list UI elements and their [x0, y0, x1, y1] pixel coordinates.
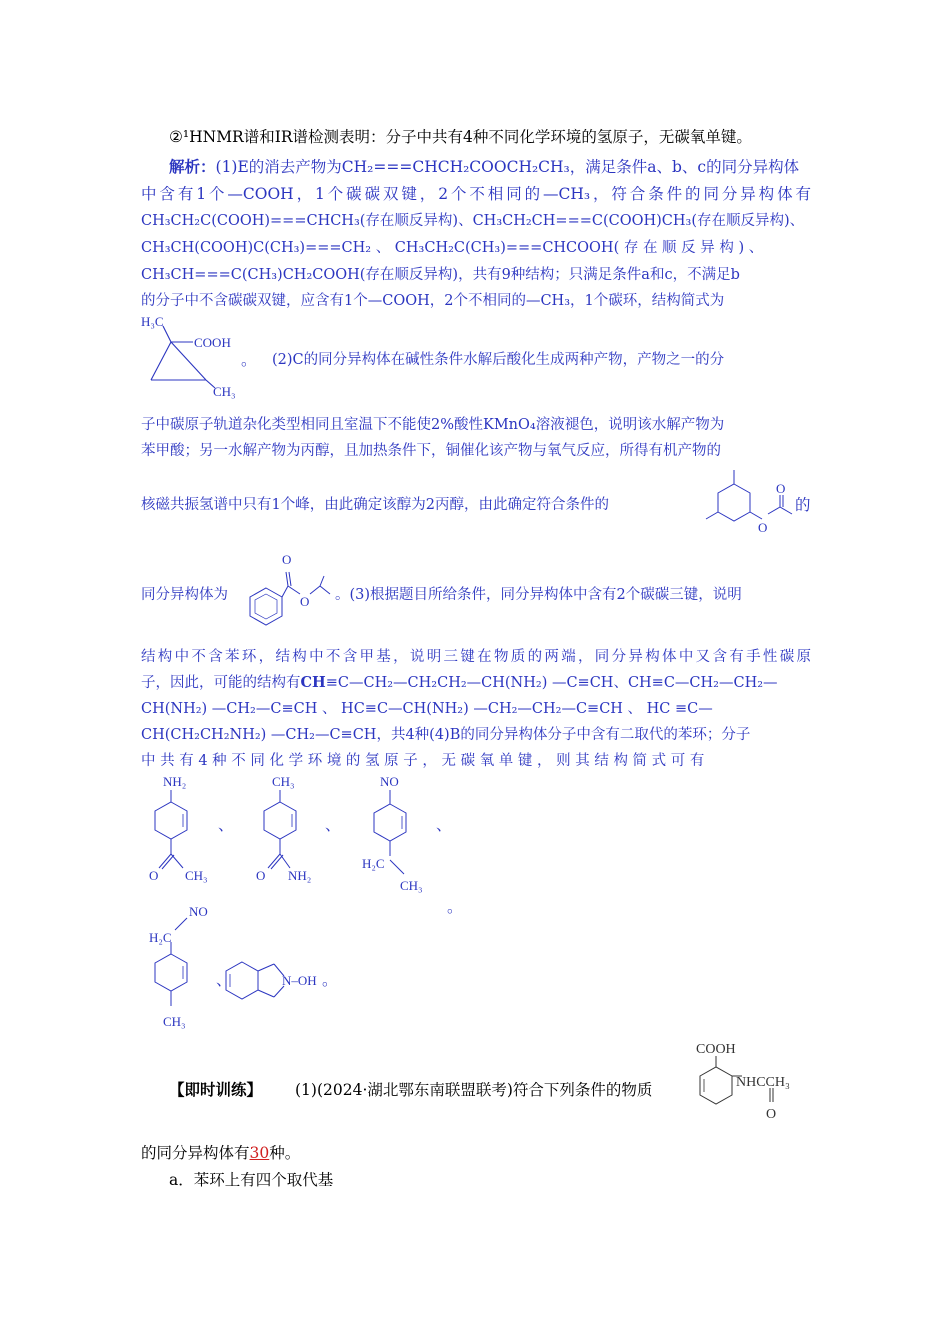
condition-line: ②¹HNMR谱和IR谱检测表明：分子中共有4种不同化学环境的氢原子，无碳氧单键。 [169, 128, 752, 146]
practice-text: 种。 [269, 1144, 301, 1162]
practice-line-2 [141, 1143, 300, 1163]
practice-text: 的同分异构体有 [141, 1144, 250, 1162]
svg-text:O: O [300, 594, 310, 609]
solution-line-11b: 。(3)根据题目所给条件，同分异构体中含有2个碳碳三键，说明 [335, 587, 742, 603]
svg-text:O: O [149, 868, 159, 883]
aminoacetophenone-structure [141, 770, 221, 890]
solution-line-4: CH₃CH(COOH)C(CH₃)===CH₂ 、 CH₃CH₂C(CH₃)===CHCOOH( 存 在 顺 反 异 构 ) 、 [141, 240, 764, 256]
practice-label: 【即时训练】 [169, 1080, 263, 1099]
cyclopropane-structure [141, 312, 251, 399]
separator: 、 [218, 816, 234, 834]
ethylnitrosobenzene-structure [360, 770, 440, 900]
solution-line-1 [169, 157, 811, 177]
solution-text: ≡C—CH₂—CH₂CH₂—CH(NH₂) —C≡CH、CH≡C—CH₂—CH₂— [325, 675, 778, 691]
svg-text:NO: NO [380, 774, 399, 789]
svg-text:NO: NO [189, 904, 208, 919]
solution-text: 子，因此，可能的结构有 [141, 675, 301, 691]
solution-line-3: CH₃CH₂C(COOH)===CHCH₃(存在顺反异构)、CH₃CH₂CH===C(COOH)CH₃(存在顺反异构)、 [141, 213, 805, 229]
solution-line-14: CH(NH₂) —CH₂—C≡CH 、 HC≡C—CH(NH₂) —CH₂—CH₂—C≡CH 、 HC ≡C— [141, 701, 713, 717]
end-dot: 。 [447, 898, 463, 916]
acetylanthranilic-acid-structure [680, 1036, 820, 1136]
separator: 、 [325, 816, 341, 834]
dimethylphenyl-acetate-structure [700, 462, 800, 542]
solution-line-7: (2)C的同分异构体在碱性条件水解后酸化生成两种产物，产物之一的分 [272, 352, 725, 368]
svg-text:COOH: COOH [696, 1042, 736, 1057]
svg-text:CH₃: CH₃ [163, 1014, 186, 1029]
solution-line-16: 中 共 有 4 种 不 同 化 学 环 境 的 氢 原 子 ， 无 碳 氧 单 键 ， 则 其 结 构 简 式 可 有 [141, 753, 705, 769]
svg-text:N–OH: N–OH [282, 973, 317, 988]
svg-text:CH₃: CH₃ [185, 868, 208, 883]
separator: 、 [436, 816, 452, 834]
end-dot-2: 。 [322, 971, 338, 989]
svg-text:O: O [282, 552, 292, 567]
svg-text:H₂C: H₂C [149, 930, 172, 945]
separator: 、 [216, 971, 232, 989]
solution-line-8: 子中碳原子轨道杂化类型相同且室温下不能使2%酸性KMnO₄溶液褪色，说明该水解产物为 [141, 417, 725, 433]
solution-line-6: 的分子中不含碳碳双键，应含有1个—COOH，2个不相同的—CH₃，1个碳环，结构简式为 [141, 293, 725, 309]
practice-answer: 30 [249, 1144, 270, 1162]
solution-line-10: 核磁共振氢谱中只有1个峰，由此确定该醇为2丙醇，由此确定符合条件的 [141, 497, 609, 513]
practice-question: (1)(2024·湖北鄂东南联盟联考)符合下列条件的物质 [295, 1081, 653, 1099]
svg-text:NH₂: NH₂ [163, 774, 187, 789]
solution-line-11a: 同分异构体为 [141, 587, 228, 603]
solution-line-2: 中含有1个—COOH，1个碳碳双键，2个不相同的—CH₃，符合条件的同分异构体有 [141, 185, 811, 203]
methylbenzamide-structure [250, 770, 330, 890]
solution-line-9: 苯甲酸；另一水解产物为丙醇，且加热条件下，铜催化该产物与氧气反应，所得有机产物的 [141, 443, 721, 459]
svg-text:O: O [758, 520, 768, 535]
svg-text:CH₃: CH₃ [400, 878, 423, 893]
methylbenzyl-nitroso-structure [141, 900, 221, 1035]
solution-line-15: CH(CH₂CH₂NH₂) —CH₂—C≡CH，共4种(4)B的同分异构体分子中含有二取代的苯环；分子 [141, 727, 751, 743]
svg-text:H₂C: H₂C [362, 856, 385, 871]
svg-text:O: O [256, 868, 266, 883]
solution-text: (1)E的消去产物为CH₂===CHCH₂COOCH₂CH₃，满足条件a、b、c的同分异构体 [215, 158, 800, 176]
solution-text-bold: CH [300, 674, 326, 691]
svg-text:COOH: COOH [194, 335, 231, 350]
practice-condition-a: a．苯环上有四个取代基 [169, 1171, 334, 1189]
isopropyl-benzoate-structure [240, 548, 340, 638]
svg-text:O: O [776, 481, 786, 496]
solution-label: 解析： [169, 157, 216, 176]
svg-text:NHCCH₃: NHCCH₃ [736, 1075, 790, 1090]
svg-text:NH₂: NH₂ [288, 868, 312, 883]
solution-line-5: CH₃CH===C(CH₃)CH₂COOH(存在顺反异构)，共有9种结构；只满足条件a和c，不满足b [141, 267, 740, 283]
svg-text:O: O [766, 1107, 777, 1122]
svg-text:CH₃: CH₃ [213, 384, 236, 399]
svg-text:CH₃: CH₃ [272, 774, 295, 789]
svg-text:H₃C: H₃C [141, 314, 164, 329]
solution-dot: 。 [241, 351, 257, 369]
solution-line-13 [141, 673, 811, 693]
solution-de: 的 [795, 496, 811, 514]
solution-line-12: 结构中不含苯环，结构中不含甲基，说明三键在物质的两端，同分异构体中又含有手性碳原 [141, 649, 811, 665]
